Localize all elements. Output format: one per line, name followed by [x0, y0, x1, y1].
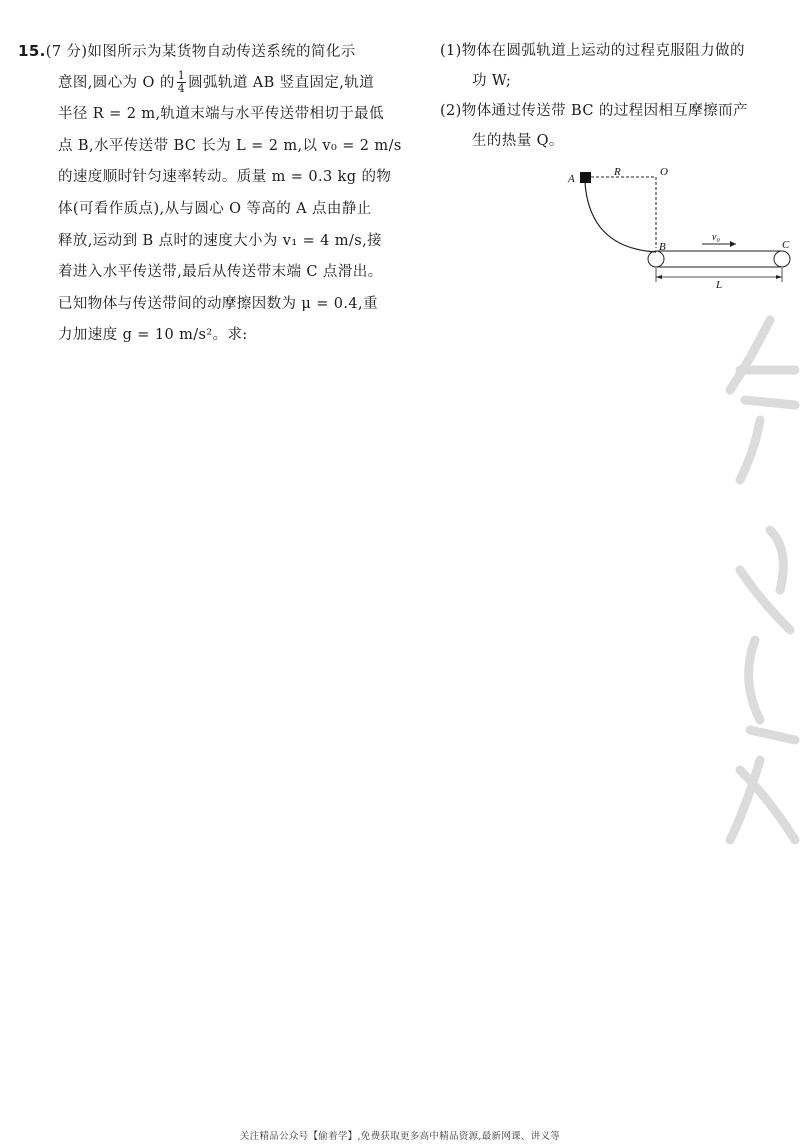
question-line-4: 点 B,水平传送带 BC 长为 L = 2 m,以 v₀ = 2 m/s: [58, 137, 402, 154]
question-line-7: 释放,运动到 B 点时的速度大小为 v₁ = 4 m/s,接: [58, 232, 382, 249]
velocity-arrow-head: [730, 241, 736, 247]
conveyor-diagram: [560, 160, 800, 300]
question-line-2: 意图,圆心为 O 的 $\frac{1}{4}$ 圆弧轨道 AB 竖直固定,轨道: [58, 69, 375, 96]
question-stem: [18, 36, 410, 352]
label-a: A: [568, 173, 575, 185]
sub-questions: [440, 36, 790, 156]
sub-question-1: (1)物体在圆弧轨道上运动的过程克服阻力做的: [440, 43, 745, 59]
brush-watermark: [700, 300, 800, 860]
sub-question-2: (2)物体通过传送带 BC 的过程因相互摩擦而产: [440, 103, 748, 119]
label-l: L: [716, 279, 723, 291]
sub-question-1-cont: 功 W;: [472, 73, 512, 89]
fraction-one-quarter: $\frac{1}{4}$: [177, 69, 186, 96]
label-r: R: [614, 166, 621, 178]
label-c: C: [782, 239, 790, 251]
question-line-5: 的速度顺时针匀速率转动。质量 m = 0.3 kg 的物: [58, 169, 392, 186]
question-line-6: 体(可看作质点),从与圆心 O 等高的 A 点由静止: [58, 200, 372, 217]
question-number: 15.: [18, 42, 46, 60]
pulley-b: [648, 251, 664, 267]
question-line-3: 半径 R = 2 m,轨道末端与水平传送带相切于最低: [58, 106, 384, 123]
dim-arrow-left: [656, 275, 662, 279]
question-line-8: 着进入水平传送带,最后从传送带末端 C 点滑出。: [58, 264, 383, 281]
question-line-10: 力加速度 g = 10 m/s²。求:: [58, 327, 248, 344]
pulley-c: [774, 251, 790, 267]
label-v0: v₀: [712, 232, 720, 243]
label-b: B: [659, 241, 666, 253]
cargo-block: [580, 172, 591, 183]
quarter-arc-track: [585, 183, 656, 252]
question-line-9: 已知物体与传送带间的动摩擦因数为 μ = 0.4,重: [58, 295, 378, 312]
footer-note: 关注精品公众号【偷着学】,免费获取更多高中精品资源,最新网课、讲义等: [239, 1131, 561, 1142]
sub-question-2-cont: 生的热量 Q。: [472, 133, 564, 149]
dim-arrow-right: [776, 275, 782, 279]
question-line-1: 15.(7 分)如图所示为某货物自动传送系统的简化示: [18, 42, 356, 60]
label-o: O: [660, 166, 668, 178]
